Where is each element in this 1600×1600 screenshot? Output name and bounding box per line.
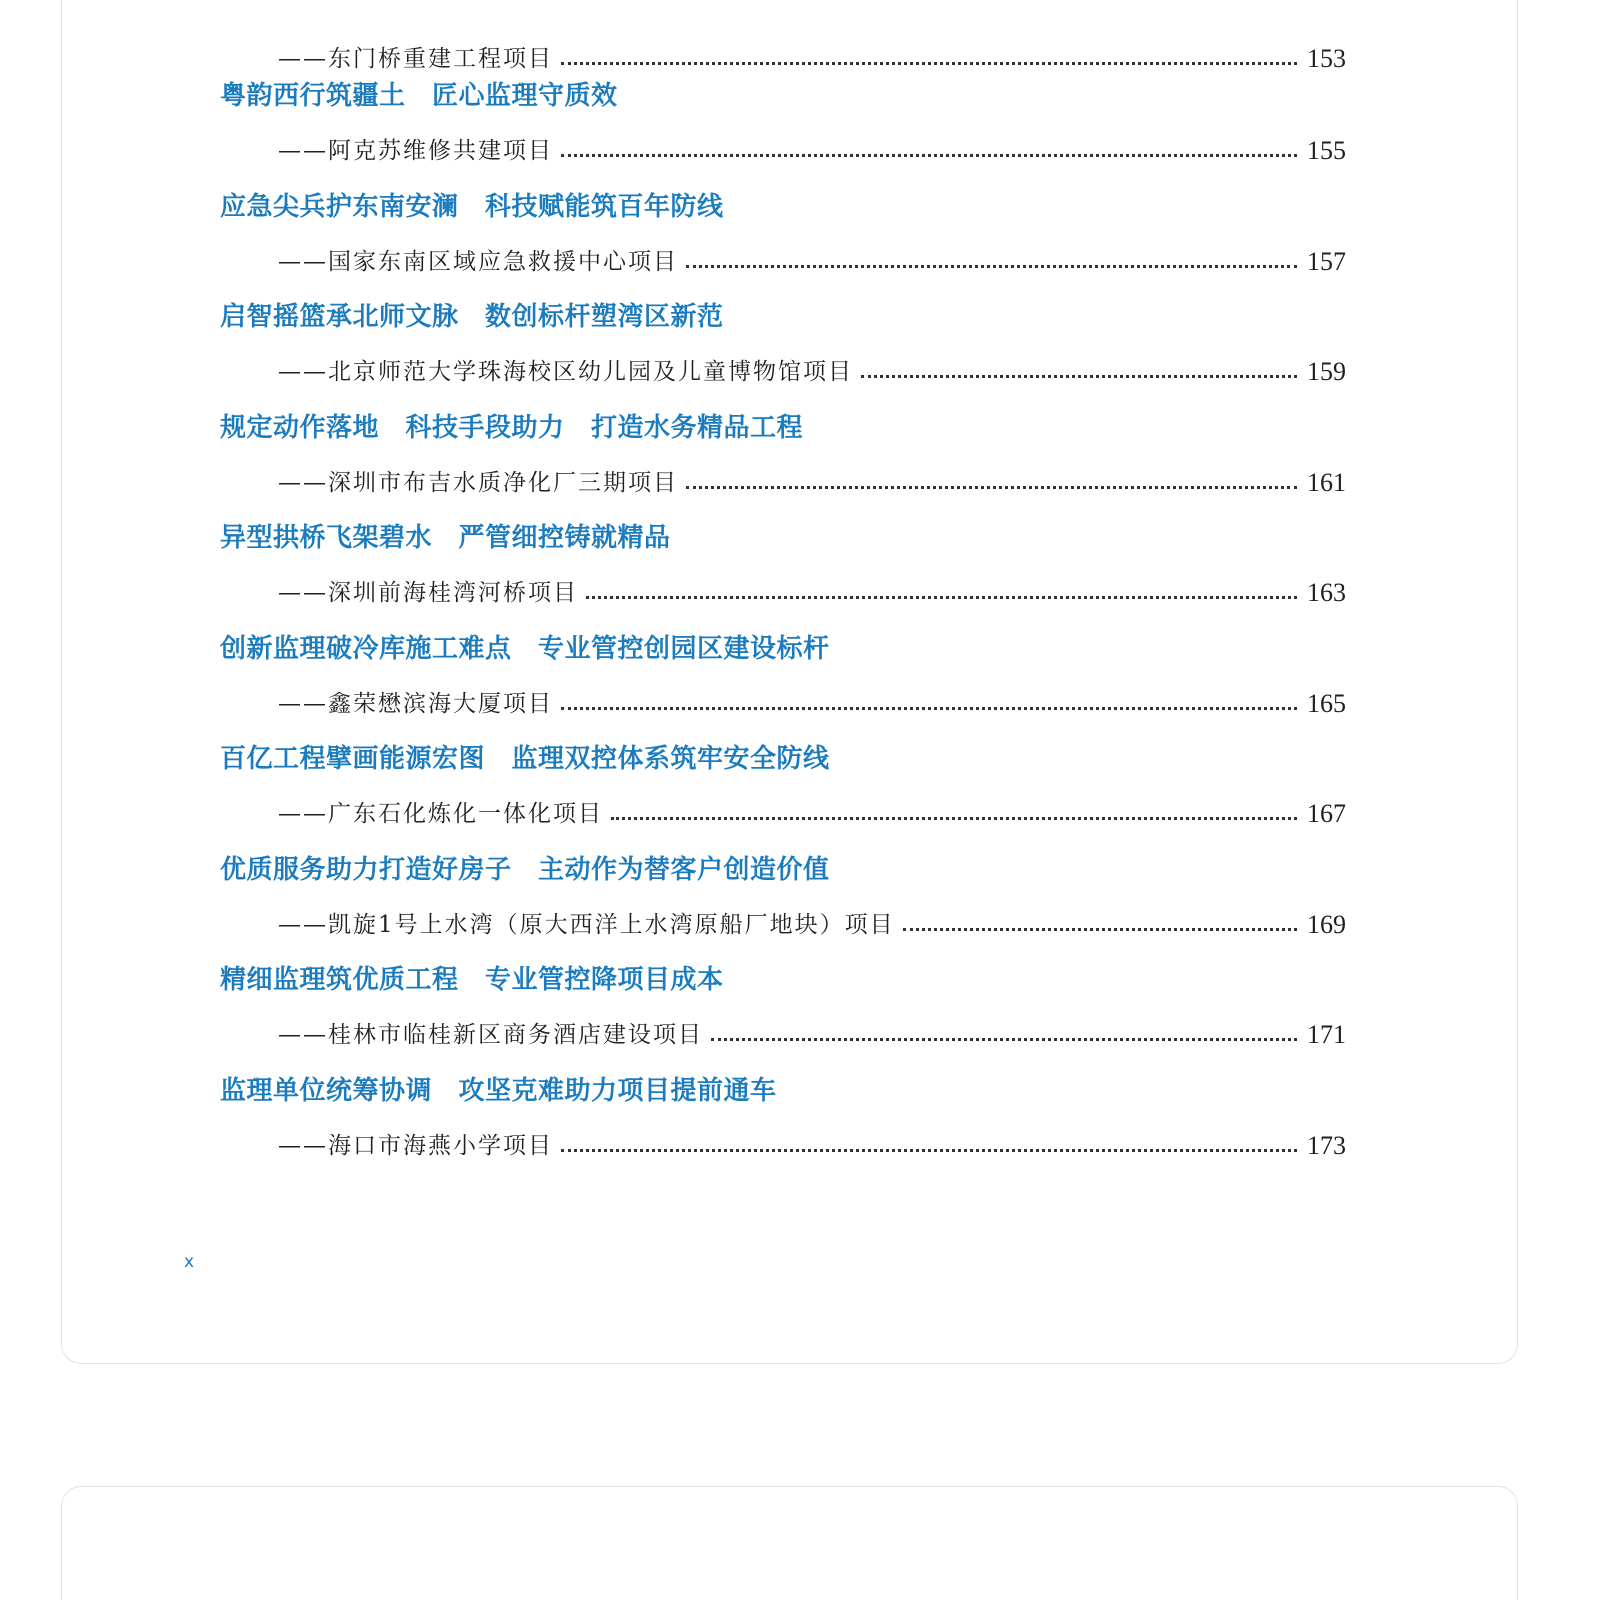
toc-entry[interactable]: [220, 76, 1346, 186]
toc-entry[interactable]: [220, 850, 1346, 960]
toc-entry[interactable]: [220, 1071, 1346, 1181]
toc-entry-page-number: 165: [1307, 689, 1346, 718]
leader-dots: [686, 486, 1297, 489]
toc-entry-page-number: 167: [1307, 799, 1346, 828]
leader-dots: [561, 62, 1297, 65]
leader-dots: [861, 375, 1297, 378]
toc-entry[interactable]: [220, 297, 1346, 407]
toc-entry-title: 粤韵西行筑疆土 匠心监理守质效: [220, 81, 618, 111]
toc-entry-subtitle: ——北京师范大学珠海校区幼儿园及儿童博物馆项目: [278, 359, 853, 385]
toc-entry-title: 创新监理破冷库施工难点 专业管控创园区建设标杆: [220, 634, 830, 664]
toc-entry-subtitle: ——凯旋1号上水湾（原大西洋上水湾原船厂地块）项目: [278, 912, 895, 938]
toc-entry-title: 应急尖兵护东南安澜 科技赋能筑百年防线: [220, 192, 724, 222]
page-number: x: [184, 1252, 195, 1272]
leader-dots: [561, 154, 1297, 157]
toc-entry-subtitle-row: [278, 347, 1346, 387]
toc-entry[interactable]: [220, 518, 1346, 628]
leader-dots: [611, 817, 1297, 820]
next-document-page: [61, 1486, 1518, 1600]
toc-entry-subtitle-row: [278, 1121, 1346, 1161]
leader-dots: [561, 707, 1297, 710]
toc-entry-subtitle-row: [278, 900, 1346, 940]
toc-entry[interactable]: [220, 960, 1346, 1070]
toc-entry-subtitle: ——桂林市临桂新区商务酒店建设项目: [278, 1022, 703, 1048]
toc-entry-subtitle: ——深圳前海桂湾河桥项目: [278, 580, 578, 606]
toc-entry-subtitle-row: [278, 789, 1346, 829]
toc-entry-subtitle-row: [278, 568, 1346, 608]
toc-entry-title: 优质服务助力打造好房子 主动作为替客户创造价值: [220, 855, 830, 885]
toc-entry[interactable]: [220, 187, 1346, 297]
toc-entry-subtitle-row: [278, 126, 1346, 166]
toc-entry-page-number: 153: [1307, 44, 1346, 73]
toc-entry-subtitle: ——国家东南区域应急救援中心项目: [278, 249, 678, 275]
toc-entry-title: 监理单位统筹协调 攻坚克难助力项目提前通车: [220, 1076, 777, 1106]
toc-entry-page-number: 159: [1307, 357, 1346, 386]
toc-entry-page-number: 161: [1307, 468, 1346, 497]
toc-entry-page-number: 155: [1307, 136, 1346, 165]
toc-entry-title: 精细监理筑优质工程 专业管控降项目成本: [220, 965, 724, 995]
toc-entry-subtitle-row: [278, 1010, 1346, 1050]
toc-entry-title: 百亿工程擘画能源宏图 监理双控体系筑牢安全防线: [220, 744, 830, 774]
toc-entry-title: 异型拱桥飞架碧水 严管细控铸就精品: [220, 523, 671, 553]
toc-entry-subtitle: ——阿克苏维修共建项目: [278, 138, 553, 164]
toc-entry[interactable]: [220, 629, 1346, 739]
toc-entry-page-number: 169: [1307, 910, 1346, 939]
leader-dots: [903, 928, 1297, 931]
toc-entry[interactable]: [220, 408, 1346, 518]
leader-dots: [686, 265, 1297, 268]
toc-entry-page-number: 163: [1307, 578, 1346, 607]
leader-dots: [711, 1038, 1297, 1041]
toc-entry-subtitle-row: [278, 34, 1346, 74]
toc-entry-page-number: 173: [1307, 1131, 1346, 1160]
toc-entry-subtitle: ——海口市海燕小学项目: [278, 1133, 553, 1159]
toc-entry-subtitle-row: [278, 237, 1346, 277]
toc-entry[interactable]: [220, 739, 1346, 849]
toc-entry-title: 规定动作落地 科技手段助力 打造水务精品工程: [220, 413, 804, 443]
toc-entry-subtitle: ——深圳市布吉水质净化厂三期项目: [278, 470, 678, 496]
leader-dots: [586, 596, 1297, 599]
toc-entry-subtitle: ——鑫荣懋滨海大厦项目: [278, 691, 553, 717]
leader-dots: [561, 1149, 1297, 1152]
toc-entry-page-number: 157: [1307, 247, 1346, 276]
toc-entry-title: 启智摇篮承北师文脉 数创标杆塑湾区新范: [220, 302, 724, 332]
toc-entry-subtitle: ——广东石化炼化一体化项目: [278, 801, 603, 827]
toc-entry-page-number: 171: [1307, 1020, 1346, 1049]
toc-entry-subtitle: ——东门桥重建工程项目: [278, 46, 553, 72]
toc-entry-subtitle-row: [278, 458, 1346, 498]
toc-entry-subtitle-row: [278, 679, 1346, 719]
